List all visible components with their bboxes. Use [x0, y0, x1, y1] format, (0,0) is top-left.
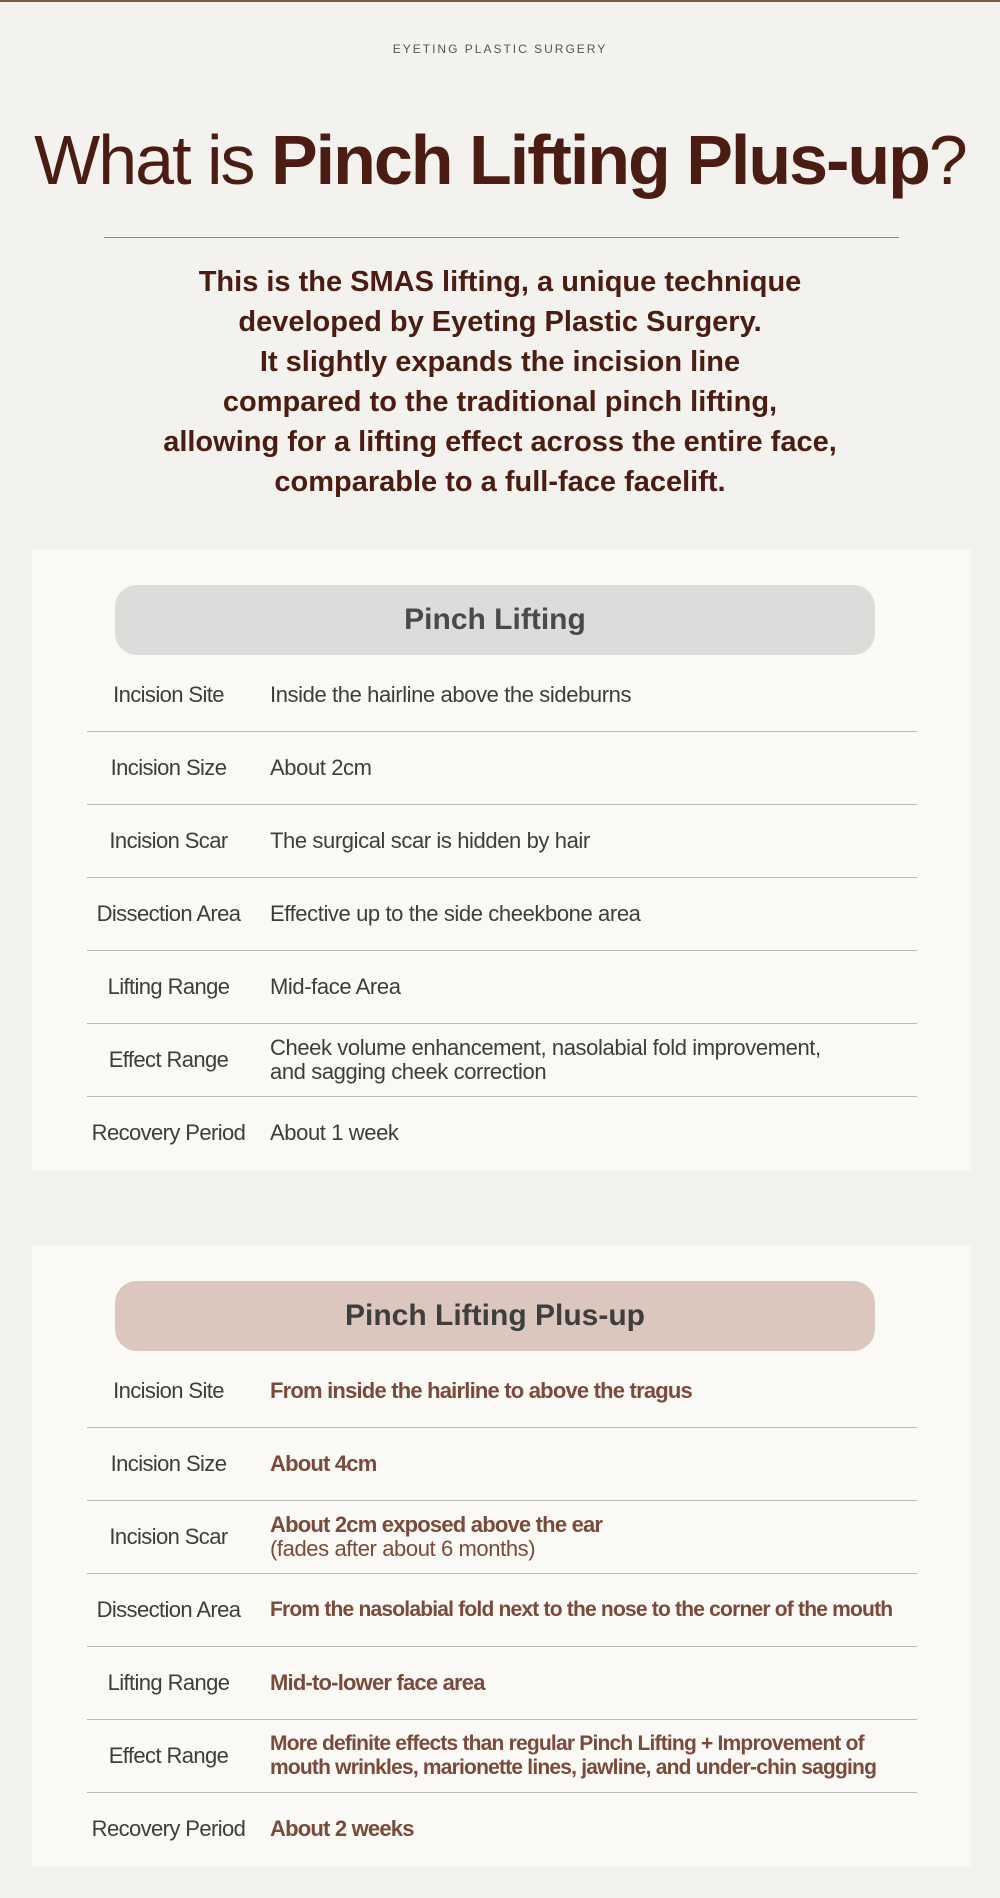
row-label: Incision Size — [110, 755, 227, 780]
intro-line: This is the SMAS lifting, a unique technique — [198, 266, 802, 298]
row-value: About 2 weeks — [270, 1816, 414, 1841]
table-row — [87, 1574, 917, 1647]
row-label: Effect Range — [108, 1047, 229, 1072]
top-border — [0, 0, 1000, 2]
row-value: About 4cm — [270, 1451, 377, 1476]
row-value: Mid-face Area — [270, 974, 401, 999]
table-row — [87, 1720, 917, 1793]
intro-line: comparable to a full-face facelift. — [274, 466, 726, 498]
table-row — [87, 1097, 917, 1169]
row-value: Inside the hairline above the sideburns — [270, 682, 632, 707]
table-row — [87, 1647, 917, 1720]
row-value-line: Cheek volume enhancement, nasolabial fold improvement, — [270, 1035, 821, 1060]
row-value: From the nasolabial fold next to the nose to the corner of the mouth — [270, 1598, 893, 1621]
row-value: About 1 week — [270, 1120, 399, 1145]
row-label: Lifting Range — [107, 974, 230, 999]
title-prefix: What is — [34, 121, 271, 199]
row-label: Recovery Period — [91, 1120, 246, 1145]
pinch-lifting-plus-up-card — [32, 1245, 971, 1867]
row-value — [270, 1732, 876, 1780]
row-value: Mid-to-lower face area — [270, 1670, 485, 1695]
intro-line: compared to the traditional pinch lifting, — [222, 386, 778, 418]
row-label: Recovery Period — [91, 1816, 246, 1841]
row-value-line: About 2cm exposed above the ear — [270, 1512, 603, 1537]
card-title: Pinch Lifting Plus-up — [115, 1281, 875, 1351]
row-value: Effective up to the side cheekbone area — [270, 901, 641, 926]
row-value-line: mouth wrinkles, marionette lines, jawline, and under-chin sagging — [270, 1756, 877, 1779]
row-label: Incision Site — [113, 1378, 224, 1403]
row-label: Effect Range — [108, 1743, 229, 1768]
row-value-line: More definite effects than regular Pinch Lifting + Improvement of — [270, 1732, 864, 1755]
row-value: From inside the hairline to above the tragus — [270, 1378, 692, 1403]
row-value-note: (fades after about 6 months) — [270, 1536, 536, 1561]
row-label: Lifting Range — [107, 1670, 230, 1695]
row-value — [270, 1513, 602, 1561]
row-label: Incision Size — [110, 1451, 227, 1476]
brand-name: EYETING PLASTIC SURGERY — [392, 42, 608, 56]
row-value: The surgical scar is hidden by hair — [270, 828, 590, 853]
row-label: Incision Scar — [109, 828, 228, 853]
table-row — [87, 805, 917, 878]
table-row — [87, 1024, 917, 1097]
table-row — [87, 1428, 917, 1501]
title-emphasis: Pinch Lifting Plus-up — [270, 121, 929, 199]
table-row — [87, 732, 917, 805]
table-row — [87, 659, 917, 732]
title-divider — [104, 237, 899, 238]
page-title — [0, 118, 1000, 202]
card-title: Pinch Lifting — [115, 585, 875, 655]
spec-table — [87, 659, 917, 1169]
intro-line: It slightly expands the incision line — [259, 346, 741, 378]
row-label: Dissection Area — [96, 901, 241, 926]
intro-paragraph — [100, 262, 900, 502]
table-row — [87, 878, 917, 951]
table-row — [87, 1501, 917, 1574]
row-value — [270, 1036, 821, 1084]
intro-line: allowing for a lifting effect across the entire face, — [163, 426, 837, 458]
pinch-lifting-card — [32, 549, 971, 1171]
table-row — [87, 1355, 917, 1428]
intro-line: developed by Eyeting Plastic Surgery. — [238, 306, 762, 338]
table-row — [87, 951, 917, 1024]
row-label: Incision Site — [113, 682, 224, 707]
table-row — [87, 1793, 917, 1865]
row-value-line: and sagging cheek correction — [270, 1059, 547, 1084]
row-value: About 2cm — [270, 755, 372, 780]
row-label: Dissection Area — [96, 1597, 241, 1622]
row-label: Incision Scar — [109, 1524, 228, 1549]
title-suffix: ? — [928, 121, 966, 199]
spec-table — [87, 1355, 917, 1865]
